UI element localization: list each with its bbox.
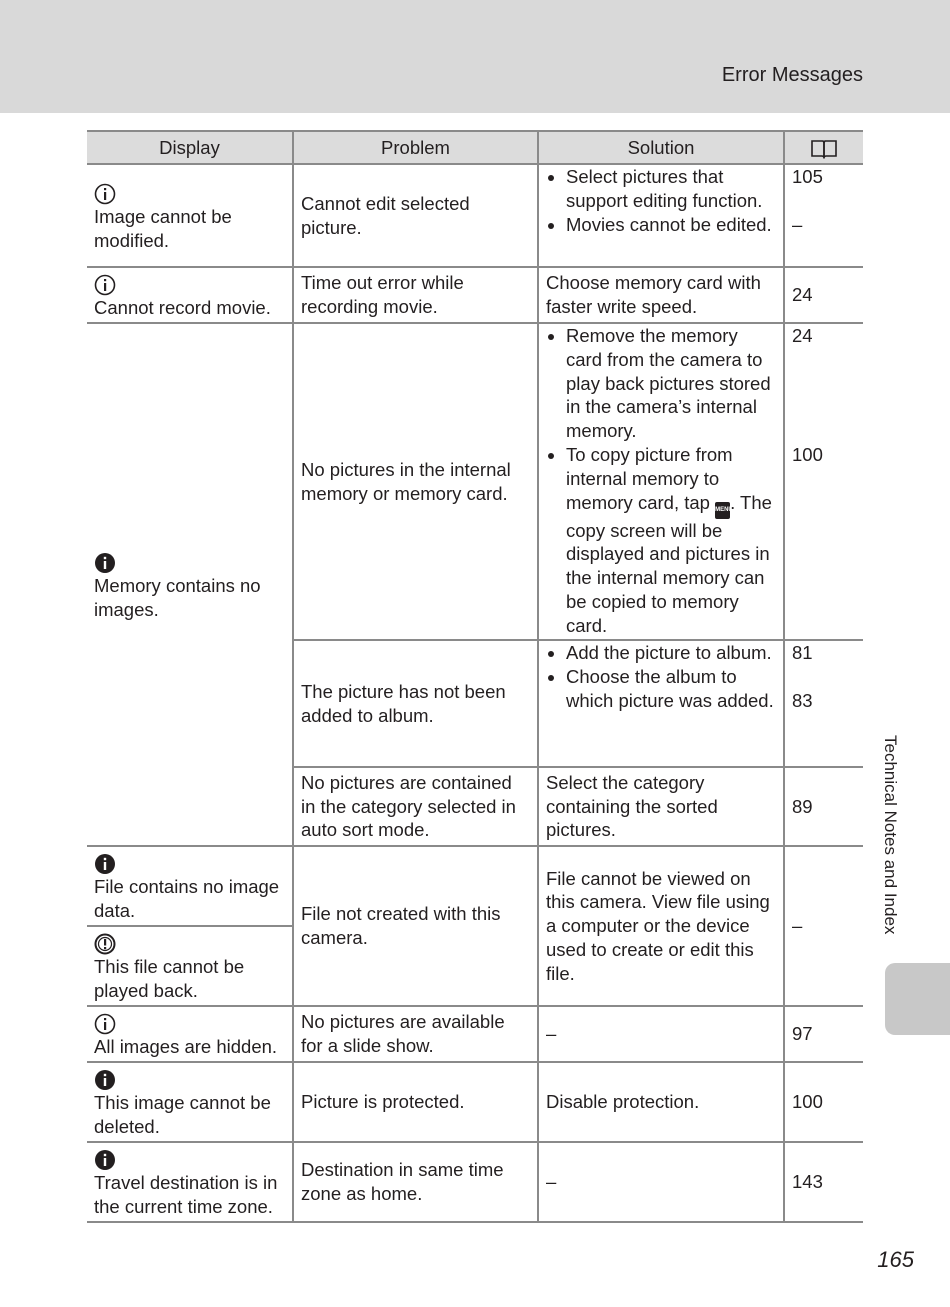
solution-item: • Select pictures that support editing function. xyxy=(566,165,777,213)
solution-cell: Disable protection. xyxy=(538,1062,784,1142)
info-filled-icon xyxy=(94,1065,286,1091)
solution-cell xyxy=(538,640,784,767)
display-text: Image cannot be modified. xyxy=(94,205,232,251)
problem-cell: Time out error while recording movie. xyxy=(293,267,538,323)
page-number: 165 xyxy=(877,1247,914,1272)
header-band xyxy=(0,0,950,113)
column-header-reference xyxy=(784,131,863,164)
info-filled-icon xyxy=(94,1145,286,1171)
problem-cell: No pictures in the internal memory or memory card. xyxy=(293,323,538,640)
problem-cell: File not created with this camera. xyxy=(293,846,538,1006)
page-ref: – xyxy=(792,213,803,235)
book-icon xyxy=(810,139,838,159)
menu-icon: MENU xyxy=(715,502,730,519)
reference-cell: 89 xyxy=(784,767,863,846)
column-header-problem: Problem xyxy=(293,131,538,164)
error-messages-table xyxy=(87,130,863,1223)
display-cell xyxy=(87,1062,293,1142)
table-row xyxy=(87,267,863,323)
display-cell xyxy=(87,1006,293,1062)
problem-cell: Cannot edit selected picture. xyxy=(293,164,538,267)
info-outline-icon xyxy=(94,1009,286,1035)
solution-item: • Add the picture to album. xyxy=(566,641,777,665)
section-title: Error Messages xyxy=(721,64,863,86)
info-filled-icon xyxy=(94,548,286,574)
reference-cell xyxy=(784,164,863,267)
reference-cell xyxy=(784,323,863,640)
solution-item: • Choose the album to which picture was added. xyxy=(566,665,777,713)
warning-outline-icon xyxy=(94,929,286,955)
display-cell xyxy=(87,1142,293,1222)
side-thumb-tab xyxy=(885,963,950,1035)
reference-cell: – xyxy=(784,846,863,1006)
solution-item: • Remove the memory card from the camera to play back pictures stored in the camera’s internal memory. xyxy=(566,324,777,443)
solution-cell: Select the category containing the sorted pictures. xyxy=(538,767,784,846)
reference-cell: 100 xyxy=(784,1062,863,1142)
problem-cell: Destination in same time zone as home. xyxy=(293,1142,538,1222)
reference-cell: 24 xyxy=(784,267,863,323)
column-header-display: Display xyxy=(87,131,293,164)
solution-item: • Movies cannot be edited. xyxy=(566,213,777,237)
display-text: This file cannot be played back. xyxy=(94,956,245,1001)
solution-cell: File cannot be viewed on this camera. View file using a computer or the device used to create or edit this file. xyxy=(538,846,784,1006)
problem-cell: No pictures are contained in the category selected in auto sort mode. xyxy=(293,767,538,846)
solution-cell xyxy=(538,323,784,640)
solution-item xyxy=(566,443,777,638)
page-ref: 105 xyxy=(792,166,823,187)
problem-cell: No pictures are available for a slide show. xyxy=(293,1006,538,1062)
display-cell xyxy=(87,164,293,267)
table-row xyxy=(87,1006,863,1062)
page-ref: 81 xyxy=(792,642,813,663)
table-row xyxy=(87,1062,863,1142)
solution-text: . The copy screen will be displayed and pictures in the internal memory can be copied to memory card. xyxy=(566,491,772,636)
page-ref: 83 xyxy=(792,689,813,711)
display-text: File contains no image data. xyxy=(94,876,280,921)
page-ref: 24 xyxy=(792,325,813,346)
solution-cell: Choose memory card with faster write speed. xyxy=(538,267,784,323)
problem-cell: Picture is protected. xyxy=(293,1062,538,1142)
table-row xyxy=(87,164,863,267)
problem-cell: The picture has not been added to album. xyxy=(293,640,538,767)
display-cell xyxy=(87,267,293,323)
display-text: This image cannot be deleted. xyxy=(94,1092,271,1137)
reference-cell: 143 xyxy=(784,1142,863,1222)
solution-cell: – xyxy=(538,1006,784,1062)
display-cell xyxy=(87,323,293,846)
solution-cell xyxy=(538,164,784,267)
reference-cell: 97 xyxy=(784,1006,863,1062)
info-outline-icon xyxy=(94,179,286,205)
info-filled-icon xyxy=(94,849,286,875)
display-text: Travel destination is in the current time zone. xyxy=(94,1172,278,1217)
column-header-solution: Solution xyxy=(538,131,784,164)
display-text: Memory contains no images. xyxy=(94,574,261,620)
display-cell xyxy=(87,926,293,1006)
table-header-row xyxy=(87,131,863,164)
display-text: Cannot record movie. xyxy=(94,297,271,319)
display-text: All images are hidden. xyxy=(94,1036,278,1058)
solution-text: To copy picture from internal memory to memory card, tap xyxy=(566,443,733,513)
table-row xyxy=(87,323,863,640)
page-ref: 100 xyxy=(792,443,823,465)
display-cell xyxy=(87,846,293,926)
table-row xyxy=(87,846,863,926)
info-outline-icon xyxy=(94,270,286,296)
solution-cell: – xyxy=(538,1142,784,1222)
side-section-label: Technical Notes and Index xyxy=(881,735,900,935)
table-row xyxy=(87,1142,863,1222)
reference-cell xyxy=(784,640,863,767)
